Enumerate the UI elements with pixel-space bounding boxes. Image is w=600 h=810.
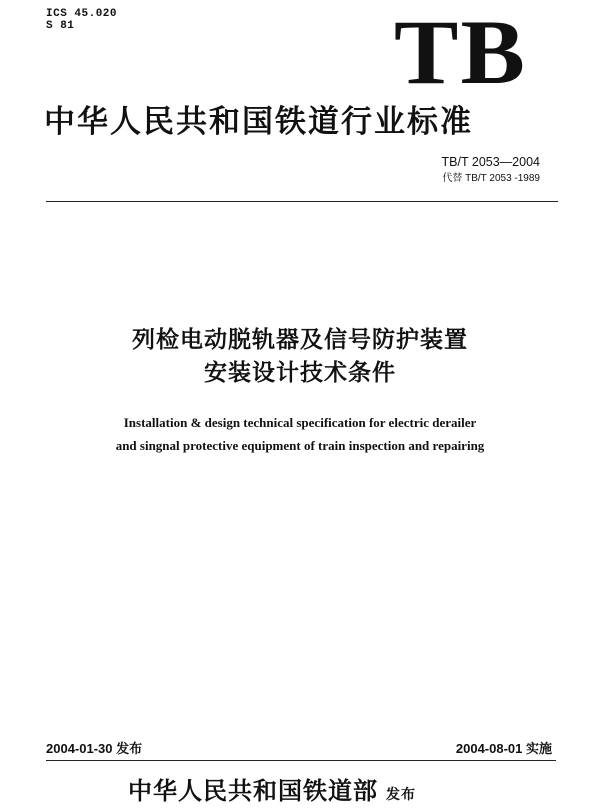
issue-date: 2004-01-30 发布 <box>46 741 143 756</box>
document-title-en-line2: and singnal protective equipment of train inspection and repairing <box>115 438 485 453</box>
publisher-suffix: 发布 <box>386 787 416 803</box>
class-code: S 81 <box>46 20 75 32</box>
tb-logo: TB <box>394 1 528 103</box>
document-title-en-line1: Installation & design technical specification for electric derailer <box>123 415 477 430</box>
document-title-cn-line1: 列检电动脱轨器及信号防护装置 <box>132 327 468 353</box>
implementation-date: 2004-08-01 实施 <box>455 741 552 756</box>
standard-category-title: 中华人民共和国铁道行业标准 <box>44 104 473 140</box>
publisher-name: 中华人民共和国铁道部 <box>128 777 378 805</box>
ics-code: ICS 45.020 <box>46 8 118 20</box>
header-divider <box>46 201 558 202</box>
classification-codes <box>46 8 117 32</box>
footer-divider <box>46 760 556 761</box>
replaced-standard: 代替 TB/T 2053 -1989 <box>442 173 540 184</box>
document-title-cn-line2: 安装设计技术条件 <box>204 360 396 386</box>
publisher <box>128 776 416 810</box>
standard-number: TB/T 2053—2004 <box>441 155 540 169</box>
